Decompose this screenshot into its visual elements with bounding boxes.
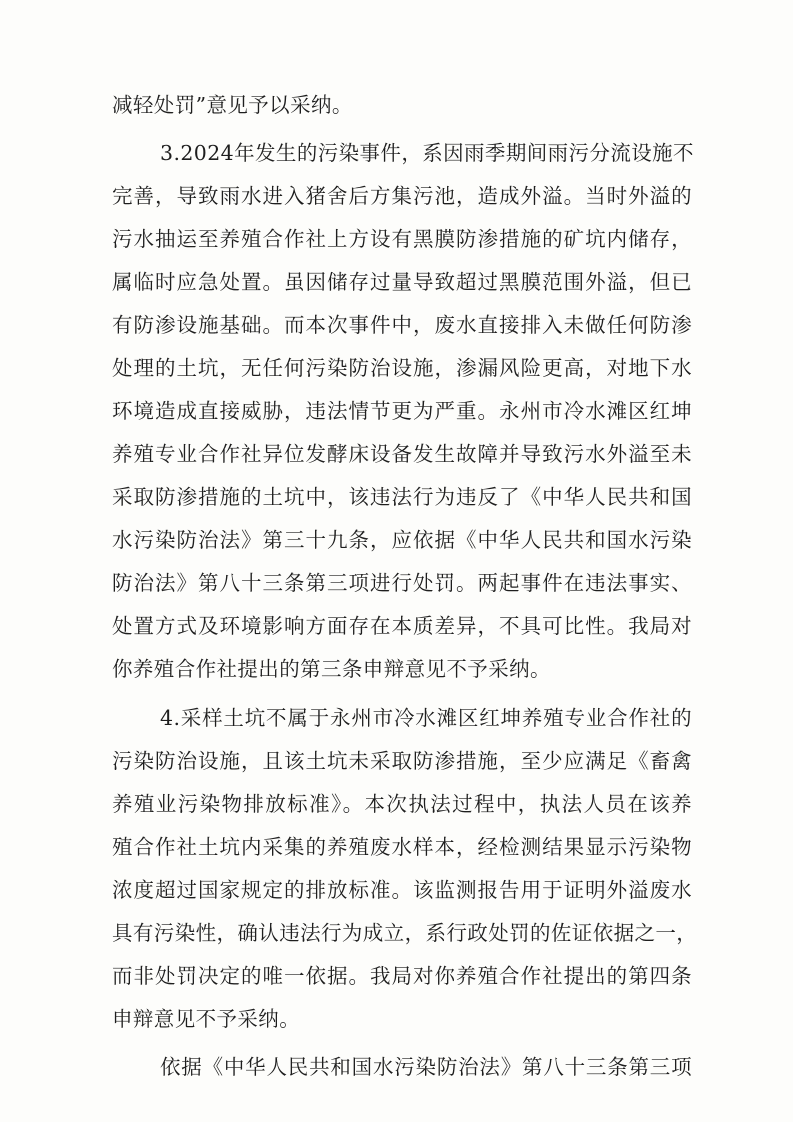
text-line: 养殖专业合作社异位发酵床设备发生故障并导致污水外溢至未 bbox=[112, 442, 692, 466]
text-line: 你养殖合作社提出的第三条申辩意见不予采纳。 bbox=[112, 657, 551, 681]
text-line: 水污染防治法》第三十九条，应依据《中华人民共和国水污染 bbox=[112, 528, 692, 552]
text-line: 完善，导致雨水进入猪舍后方集污池，造成外溢。当时外溢的 bbox=[112, 184, 692, 208]
text-line: 浓度超过国家规定的排放标准。该监测报告用于证明外溢废水 bbox=[112, 878, 692, 902]
text-line: 属临时应急处置。虽因储存过量导致超过黑膜范围外溢，但已 bbox=[112, 270, 692, 294]
text-line: 采取防渗措施的土坑中，该违法行为违反了《中华人民共和国 bbox=[112, 485, 692, 509]
text-line: 有防渗设施基础。而本次事件中，废水直接排入未做任何防渗 bbox=[112, 313, 692, 337]
text-line: 申辩意见不予采纳。 bbox=[112, 1007, 301, 1031]
text-line: 具有污染性，确认违法行为成立，系行政处罚的佐证依据之一， bbox=[112, 921, 698, 945]
text-line: 3.2024年发生的污染事件，系因雨季期间雨污分流设施不 bbox=[160, 141, 694, 165]
text-line: 环境造成直接威胁，违法情节更为严重。永州市冷水滩区红坤 bbox=[112, 399, 692, 423]
text-line: 依据《中华人民共和国水污染防治法》第八十三条第三项 bbox=[160, 1055, 692, 1079]
text-line: 防治法》第八十三条第三项进行处罚。两起事件在违法事实、 bbox=[112, 571, 692, 595]
text-line: 污水抽运至养殖合作社上方设有黑膜防渗措施的矿坑内储存， bbox=[112, 227, 692, 251]
text-line: 减轻处罚”意见予以采纳。 bbox=[112, 93, 353, 117]
text-line: 养殖业污染物排放标准》。本次执法过程中，执法人员在该养 bbox=[112, 792, 692, 816]
text-line: 殖合作社土坑内采集的养殖废水样本，经检测结果显示污染物 bbox=[112, 835, 692, 859]
text-line: 4.采样土坑不属于永州市冷水滩区红坤养殖专业合作社的 bbox=[160, 706, 692, 730]
text-line: 处置方式及环境影响方面存在本质差异，不具可比性。我局对 bbox=[112, 614, 692, 638]
text-line: 处理的土坑，无任何污染防治设施，渗漏风险更高，对地下水 bbox=[112, 356, 692, 380]
text-line: 而非处罚决定的唯一依据。我局对你养殖合作社提出的第四条 bbox=[112, 964, 692, 988]
text-line: 污染防治设施，且该土坑未采取防渗措施，至少应满足《畜禽 bbox=[112, 749, 692, 773]
